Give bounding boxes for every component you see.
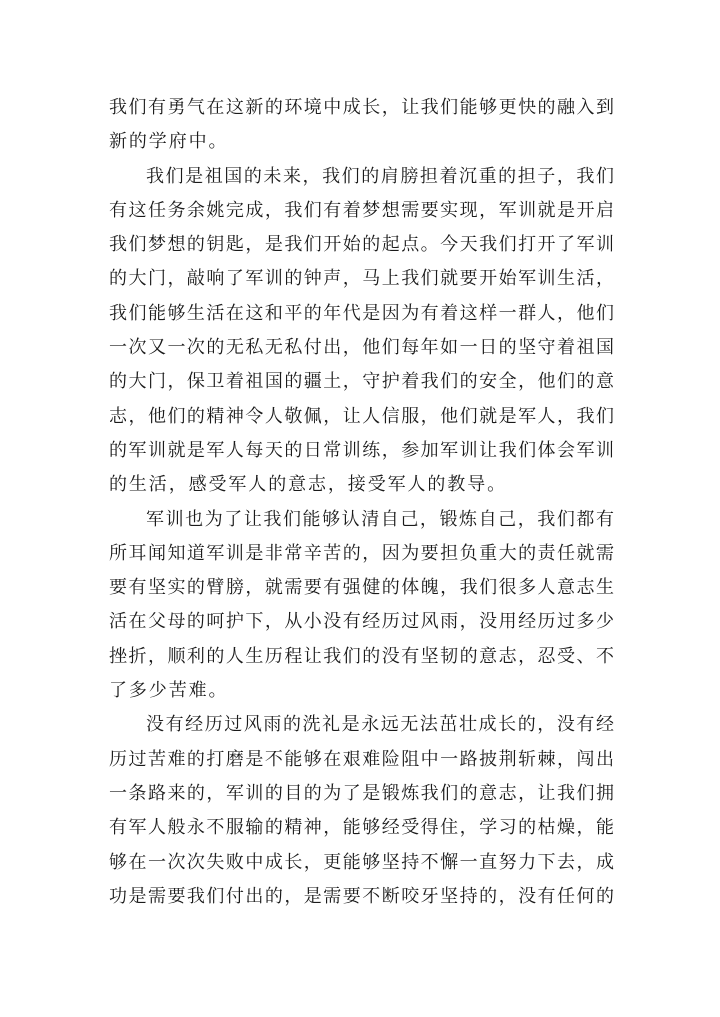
text-line: 活在父母的呵护下，从小没有经历过风雨，没用经历过多少 [109, 611, 614, 633]
text-line: 历过苦难的打磨是不能够在艰难险阻中一路披荆斩棘，闯出 [109, 748, 614, 770]
text-line: 要有坚实的臂膀，就需要有强健的体魄，我们很多人意志生 [109, 577, 614, 599]
text-line: 功是需要我们付出的，是需要不断咬牙坚持的，没有任何的 [109, 885, 614, 907]
text-line: 有军人般永不服输的精神，能够经受得住，学习的枯燥，能 [109, 817, 614, 839]
text-line: 的生活，感受军人的意志，接受军人的教导。 [109, 474, 507, 496]
text-line: 新的学府中。 [109, 131, 229, 153]
text-line: 军训也为了让我们能够认清自己，锻炼自己，我们都有 [146, 508, 614, 530]
text-line: 的大门，敲响了军训的钟声，马上我们就要开始军训生活， [109, 268, 614, 290]
text-line: 所耳闻知道军训是非常辛苦的，因为要担负重大的责任就需 [109, 542, 614, 564]
text-line: 的军训就是军人每天的日常训练，参加军训让我们体会军训 [109, 439, 614, 461]
text-line: 了多少苦难。 [109, 680, 229, 702]
text-line: 我们是祖国的未来，我们的肩膀担着沉重的担子，我们 [146, 165, 614, 187]
text-line: 一次又一次的无私无私付出，他们每年如一日的坚守着祖国 [109, 337, 614, 359]
text-line: 够在一次次失败中成长，更能够坚持不懈一直努力下去，成 [109, 851, 614, 873]
text-line: 我们梦想的钥匙，是我们开始的起点。今天我们打开了军训 [109, 234, 614, 256]
text-line: 我们有勇气在这新的环境中成长，让我们能够更快的融入到 [109, 97, 614, 118]
text-line: 的大门，保卫着祖国的疆土，守护着我们的安全，他们的意 [109, 371, 614, 393]
text-line: 志，他们的精神令人敬佩，让人信服，他们就是军人，我们 [109, 405, 614, 427]
text-line: 挫折，顺利的人生历程让我们的没有坚韧的意志，忍受、不 [109, 645, 614, 667]
text-line: 没有经历过风雨的洗礼是永远无法茁壮成长的，没有经 [146, 714, 614, 736]
body-text [109, 91, 614, 914]
text-line: 有这任务余姚完成，我们有着梦想需要实现，军训就是开启 [109, 199, 614, 221]
text-line: 我们能够生活在这和平的年代是因为有着这样一群人，他们 [109, 302, 614, 324]
text-line: 一条路来的，军训的目的为了是锻炼我们的意志，让我们拥 [109, 782, 614, 804]
